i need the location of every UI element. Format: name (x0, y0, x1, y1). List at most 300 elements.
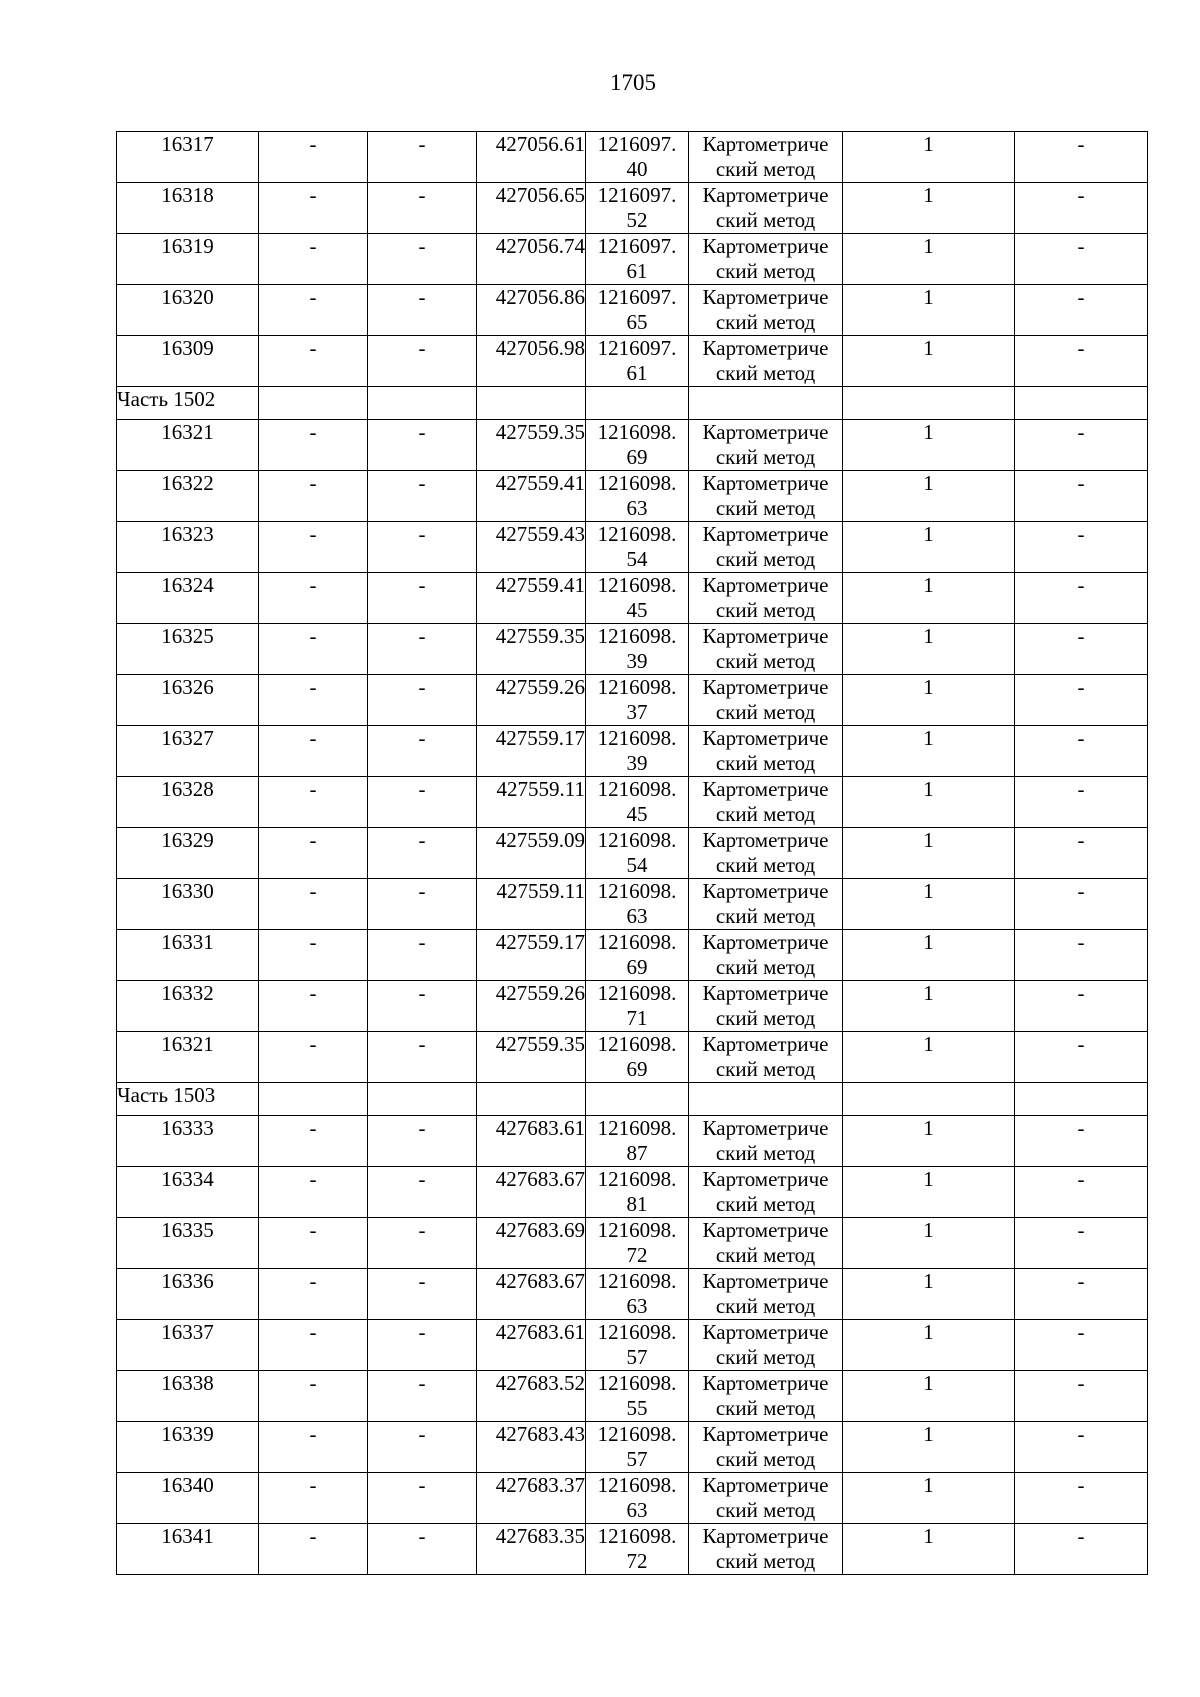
dash-cell: - (259, 1218, 368, 1269)
method-cell (689, 234, 843, 285)
method-line-2: ский метод (715, 1057, 816, 1081)
point-number-cell: 16339 (117, 1422, 259, 1473)
y-coordinate-line-2: 40 (626, 157, 648, 181)
point-number-cell: 16323 (117, 522, 259, 573)
point-number-cell: 16324 (117, 573, 259, 624)
y-coordinate-line-2: 72 (626, 1549, 648, 1573)
point-number-cell: 16329 (117, 828, 259, 879)
x-coordinate-cell: 427683.52 (477, 1371, 586, 1422)
method-line-1: Картометриче (702, 1032, 829, 1056)
empty-cell (689, 387, 843, 420)
table-row (117, 981, 1148, 1032)
method-line-2: ский метод (715, 445, 816, 469)
x-coordinate-cell: 427056.61 (477, 132, 586, 183)
accuracy-cell: 1 (843, 132, 1015, 183)
method-line-1: Картометриче (702, 132, 829, 156)
dash-cell: - (259, 183, 368, 234)
y-coordinate-line-1: 1216098. (597, 420, 677, 444)
y-coordinate-line-2: 87 (626, 1141, 648, 1165)
table-row (117, 1320, 1148, 1371)
dash-cell: - (368, 234, 477, 285)
y-coordinate-line-1: 1216097. (597, 132, 677, 156)
x-coordinate-cell: 427559.11 (477, 777, 586, 828)
y-coordinate-cell (586, 522, 689, 573)
dash-cell: - (1015, 675, 1148, 726)
x-coordinate-cell: 427683.67 (477, 1167, 586, 1218)
dash-cell: - (1015, 522, 1148, 573)
method-line-1: Картометриче (702, 828, 829, 852)
table-row (117, 828, 1148, 879)
y-coordinate-line-1: 1216098. (597, 1032, 677, 1056)
y-coordinate-line-1: 1216098. (597, 879, 677, 903)
y-coordinate-cell (586, 1371, 689, 1422)
x-coordinate-cell: 427683.37 (477, 1473, 586, 1524)
accuracy-cell: 1 (843, 285, 1015, 336)
x-coordinate-cell: 427559.17 (477, 930, 586, 981)
y-coordinate-line-1: 1216098. (597, 726, 677, 750)
method-cell (689, 1116, 843, 1167)
dash-cell: - (1015, 930, 1148, 981)
y-coordinate-line-2: 39 (626, 751, 648, 775)
method-cell (689, 1371, 843, 1422)
y-coordinate-cell (586, 420, 689, 471)
y-coordinate-line-1: 1216098. (597, 573, 677, 597)
accuracy-cell: 1 (843, 1269, 1015, 1320)
point-number-cell: 16337 (117, 1320, 259, 1371)
section-label: Часть 1502 (117, 387, 259, 420)
method-cell (689, 1524, 843, 1575)
dash-cell: - (368, 981, 477, 1032)
method-line-1: Картометриче (702, 1269, 829, 1293)
method-cell (689, 1032, 843, 1083)
dash-cell: - (1015, 285, 1148, 336)
dash-cell: - (1015, 573, 1148, 624)
dash-cell: - (368, 1116, 477, 1167)
x-coordinate-cell: 427559.17 (477, 726, 586, 777)
point-number-cell: 16334 (117, 1167, 259, 1218)
y-coordinate-cell (586, 234, 689, 285)
y-coordinate-line-1: 1216098. (597, 1218, 677, 1242)
method-line-1: Картометриче (702, 1371, 829, 1395)
method-line-2: ский метод (715, 157, 816, 181)
point-number-cell: 16318 (117, 183, 259, 234)
y-coordinate-cell (586, 726, 689, 777)
y-coordinate-line-1: 1216097. (597, 285, 677, 309)
point-number-cell: 16321 (117, 1032, 259, 1083)
table-row (117, 1371, 1148, 1422)
dash-cell: - (1015, 1422, 1148, 1473)
accuracy-cell: 1 (843, 573, 1015, 624)
dash-cell: - (368, 573, 477, 624)
method-line-2: ский метод (715, 751, 816, 775)
dash-cell: - (259, 1524, 368, 1575)
dash-cell: - (368, 777, 477, 828)
method-cell (689, 930, 843, 981)
method-line-2: ский метод (715, 904, 816, 928)
method-line-1: Картометриче (702, 1524, 829, 1548)
x-coordinate-cell: 427559.41 (477, 471, 586, 522)
accuracy-cell: 1 (843, 336, 1015, 387)
dash-cell: - (368, 183, 477, 234)
section-label: Часть 1503 (117, 1083, 259, 1116)
table-row (117, 573, 1148, 624)
dash-cell: - (368, 420, 477, 471)
dash-cell: - (1015, 828, 1148, 879)
point-number-cell: 16341 (117, 1524, 259, 1575)
method-line-2: ский метод (715, 361, 816, 385)
method-line-1: Картометриче (702, 981, 829, 1005)
y-coordinate-line-1: 1216097. (597, 336, 677, 360)
method-line-2: ский метод (715, 649, 816, 673)
y-coordinate-line-2: 54 (626, 853, 648, 877)
y-coordinate-line-2: 72 (626, 1243, 648, 1267)
y-coordinate-line-2: 45 (626, 598, 648, 622)
method-cell (689, 285, 843, 336)
y-coordinate-line-2: 69 (626, 955, 648, 979)
x-coordinate-cell: 427559.35 (477, 420, 586, 471)
y-coordinate-cell (586, 285, 689, 336)
dash-cell: - (368, 1371, 477, 1422)
method-line-1: Картометриче (702, 183, 829, 207)
dash-cell: - (259, 573, 368, 624)
point-number-cell: 16309 (117, 336, 259, 387)
y-coordinate-line-1: 1216098. (597, 1167, 677, 1191)
method-line-2: ский метод (715, 1243, 816, 1267)
empty-cell (259, 387, 368, 420)
empty-cell (477, 387, 586, 420)
table-body (117, 132, 1148, 1575)
dash-cell: - (1015, 1524, 1148, 1575)
dash-cell: - (368, 1032, 477, 1083)
method-cell (689, 336, 843, 387)
dash-cell: - (259, 336, 368, 387)
y-coordinate-cell (586, 777, 689, 828)
method-line-2: ский метод (715, 1396, 816, 1420)
table-row (117, 777, 1148, 828)
point-number-cell: 16320 (117, 285, 259, 336)
point-number-cell: 16338 (117, 1371, 259, 1422)
accuracy-cell: 1 (843, 522, 1015, 573)
method-line-1: Картометриче (702, 777, 829, 801)
x-coordinate-cell: 427683.67 (477, 1269, 586, 1320)
x-coordinate-cell: 427559.35 (477, 1032, 586, 1083)
table-row (117, 1218, 1148, 1269)
dash-cell: - (368, 879, 477, 930)
empty-cell (1015, 387, 1148, 420)
method-cell (689, 420, 843, 471)
method-cell (689, 624, 843, 675)
x-coordinate-cell: 427683.69 (477, 1218, 586, 1269)
empty-cell (368, 387, 477, 420)
y-coordinate-line-1: 1216097. (597, 183, 677, 207)
table-row (117, 1116, 1148, 1167)
dash-cell: - (1015, 1218, 1148, 1269)
table-row (117, 420, 1148, 471)
method-line-1: Картометриче (702, 1320, 829, 1344)
y-coordinate-line-2: 69 (626, 445, 648, 469)
accuracy-cell: 1 (843, 183, 1015, 234)
x-coordinate-cell: 427559.26 (477, 675, 586, 726)
method-line-1: Картометриче (702, 336, 829, 360)
y-coordinate-cell (586, 132, 689, 183)
y-coordinate-cell (586, 675, 689, 726)
dash-cell: - (259, 624, 368, 675)
y-coordinate-line-1: 1216098. (597, 522, 677, 546)
dash-cell: - (259, 1320, 368, 1371)
method-cell (689, 471, 843, 522)
y-coordinate-line-1: 1216098. (597, 471, 677, 495)
method-line-2: ский метод (715, 547, 816, 571)
accuracy-cell: 1 (843, 624, 1015, 675)
accuracy-cell: 1 (843, 1473, 1015, 1524)
dash-cell: - (368, 1524, 477, 1575)
y-coordinate-line-2: 63 (626, 1498, 648, 1522)
empty-cell (368, 1083, 477, 1116)
method-line-2: ский метод (715, 802, 816, 826)
y-coordinate-cell (586, 981, 689, 1032)
dash-cell: - (1015, 1269, 1148, 1320)
method-line-1: Картометриче (702, 1116, 829, 1140)
y-coordinate-cell (586, 1218, 689, 1269)
method-cell (689, 777, 843, 828)
table-row (117, 285, 1148, 336)
y-coordinate-line-2: 57 (626, 1447, 648, 1471)
dash-cell: - (368, 471, 477, 522)
method-cell (689, 132, 843, 183)
y-coordinate-cell (586, 1116, 689, 1167)
method-line-2: ский метод (715, 310, 816, 334)
method-cell (689, 1422, 843, 1473)
y-coordinate-line-1: 1216098. (597, 1320, 677, 1344)
x-coordinate-cell: 427559.11 (477, 879, 586, 930)
dash-cell: - (1015, 1320, 1148, 1371)
x-coordinate-cell: 427056.74 (477, 234, 586, 285)
dash-cell: - (368, 1269, 477, 1320)
y-coordinate-line-2: 37 (626, 700, 648, 724)
method-cell (689, 573, 843, 624)
accuracy-cell: 1 (843, 726, 1015, 777)
point-number-cell: 16332 (117, 981, 259, 1032)
table-row (117, 624, 1148, 675)
dash-cell: - (1015, 336, 1148, 387)
point-number-cell: 16331 (117, 930, 259, 981)
dash-cell: - (368, 624, 477, 675)
table-row (117, 1422, 1148, 1473)
method-cell (689, 1218, 843, 1269)
y-coordinate-line-2: 45 (626, 802, 648, 826)
y-coordinate-line-2: 71 (626, 1006, 648, 1030)
y-coordinate-cell (586, 471, 689, 522)
y-coordinate-line-2: 39 (626, 649, 648, 673)
table-row (117, 183, 1148, 234)
method-line-2: ский метод (715, 1141, 816, 1165)
y-coordinate-line-2: 69 (626, 1057, 648, 1081)
method-line-1: Картометриче (702, 1473, 829, 1497)
dash-cell: - (259, 1371, 368, 1422)
x-coordinate-cell: 427683.35 (477, 1524, 586, 1575)
method-line-1: Картометриче (702, 930, 829, 954)
y-coordinate-line-2: 61 (626, 259, 648, 283)
table-row (117, 1032, 1148, 1083)
dash-cell: - (259, 777, 368, 828)
method-cell (689, 183, 843, 234)
table-row (117, 726, 1148, 777)
empty-cell (843, 387, 1015, 420)
y-coordinate-line-1: 1216098. (597, 981, 677, 1005)
empty-cell (586, 1083, 689, 1116)
method-line-1: Картометриче (702, 522, 829, 546)
coordinates-table (116, 131, 1148, 1575)
empty-cell (477, 1083, 586, 1116)
x-coordinate-cell: 427559.43 (477, 522, 586, 573)
y-coordinate-cell (586, 573, 689, 624)
page-number: 1705 (610, 70, 656, 95)
dash-cell: - (368, 675, 477, 726)
y-coordinate-line-2: 54 (626, 547, 648, 571)
x-coordinate-cell: 427559.41 (477, 573, 586, 624)
method-cell (689, 1167, 843, 1218)
method-line-2: ский метод (715, 259, 816, 283)
method-cell (689, 828, 843, 879)
method-cell (689, 981, 843, 1032)
dash-cell: - (1015, 234, 1148, 285)
dash-cell: - (368, 132, 477, 183)
y-coordinate-cell (586, 336, 689, 387)
method-line-2: ский метод (715, 700, 816, 724)
dash-cell: - (1015, 420, 1148, 471)
point-number-cell: 16328 (117, 777, 259, 828)
point-number-cell: 16340 (117, 1473, 259, 1524)
dash-cell: - (1015, 1167, 1148, 1218)
point-number-cell: 16322 (117, 471, 259, 522)
y-coordinate-line-2: 63 (626, 904, 648, 928)
dash-cell: - (1015, 1473, 1148, 1524)
y-coordinate-cell (586, 1320, 689, 1371)
dash-cell: - (1015, 726, 1148, 777)
x-coordinate-cell: 427683.61 (477, 1320, 586, 1371)
dash-cell: - (259, 1422, 368, 1473)
y-coordinate-cell (586, 828, 689, 879)
dash-cell: - (368, 930, 477, 981)
table-row (117, 336, 1148, 387)
table-row (117, 522, 1148, 573)
dash-cell: - (1015, 1032, 1148, 1083)
empty-cell (843, 1083, 1015, 1116)
point-number-cell: 16330 (117, 879, 259, 930)
accuracy-cell: 1 (843, 1524, 1015, 1575)
accuracy-cell: 1 (843, 1422, 1015, 1473)
dash-cell: - (259, 828, 368, 879)
accuracy-cell: 1 (843, 675, 1015, 726)
method-cell (689, 675, 843, 726)
y-coordinate-line-2: 55 (626, 1396, 648, 1420)
method-line-1: Картометриче (702, 285, 829, 309)
method-cell (689, 879, 843, 930)
x-coordinate-cell: 427056.86 (477, 285, 586, 336)
accuracy-cell: 1 (843, 234, 1015, 285)
dash-cell: - (368, 726, 477, 777)
y-coordinate-cell (586, 879, 689, 930)
section-header-row (117, 1083, 1148, 1116)
y-coordinate-line-1: 1216097. (597, 234, 677, 258)
y-coordinate-line-1: 1216098. (597, 930, 677, 954)
accuracy-cell: 1 (843, 981, 1015, 1032)
method-line-2: ский метод (715, 1549, 816, 1573)
x-coordinate-cell: 427056.65 (477, 183, 586, 234)
table-row (117, 471, 1148, 522)
method-line-1: Картометриче (702, 420, 829, 444)
point-number-cell: 16335 (117, 1218, 259, 1269)
accuracy-cell: 1 (843, 471, 1015, 522)
method-line-1: Картометриче (702, 675, 829, 699)
point-number-cell: 16325 (117, 624, 259, 675)
dash-cell: - (259, 675, 368, 726)
y-coordinate-cell (586, 1524, 689, 1575)
method-cell (689, 1473, 843, 1524)
empty-cell (689, 1083, 843, 1116)
dash-cell: - (259, 1269, 368, 1320)
dash-cell: - (259, 420, 368, 471)
y-coordinate-line-2: 63 (626, 496, 648, 520)
dash-cell: - (368, 1167, 477, 1218)
method-line-1: Картометриче (702, 726, 829, 750)
x-coordinate-cell: 427056.98 (477, 336, 586, 387)
method-line-2: ский метод (715, 1192, 816, 1216)
y-coordinate-line-1: 1216098. (597, 1371, 677, 1395)
dash-cell: - (259, 471, 368, 522)
dash-cell: - (1015, 1116, 1148, 1167)
y-coordinate-line-2: 81 (626, 1192, 648, 1216)
empty-cell (1015, 1083, 1148, 1116)
dash-cell: - (1015, 471, 1148, 522)
y-coordinate-line-2: 61 (626, 361, 648, 385)
table-row (117, 234, 1148, 285)
dash-cell: - (368, 336, 477, 387)
point-number-cell: 16336 (117, 1269, 259, 1320)
point-number-cell: 16333 (117, 1116, 259, 1167)
table-row (117, 1269, 1148, 1320)
y-coordinate-cell (586, 1473, 689, 1524)
dash-cell: - (259, 879, 368, 930)
method-cell (689, 522, 843, 573)
method-line-1: Картометриче (702, 624, 829, 648)
accuracy-cell: 1 (843, 777, 1015, 828)
point-number-cell: 16321 (117, 420, 259, 471)
y-coordinate-cell (586, 1032, 689, 1083)
table-row (117, 1524, 1148, 1575)
dash-cell: - (368, 285, 477, 336)
point-number-cell: 16327 (117, 726, 259, 777)
table-row (117, 675, 1148, 726)
method-line-2: ский метод (715, 208, 816, 232)
table-row (117, 879, 1148, 930)
dash-cell: - (1015, 879, 1148, 930)
method-line-2: ский метод (715, 1447, 816, 1471)
accuracy-cell: 1 (843, 1116, 1015, 1167)
y-coordinate-line-1: 1216098. (597, 1473, 677, 1497)
method-line-1: Картометриче (702, 879, 829, 903)
method-line-2: ский метод (715, 1345, 816, 1369)
accuracy-cell: 1 (843, 420, 1015, 471)
dash-cell: - (259, 1473, 368, 1524)
point-number-cell: 16317 (117, 132, 259, 183)
method-line-2: ский метод (715, 598, 816, 622)
method-line-1: Картометриче (702, 471, 829, 495)
dash-cell: - (1015, 132, 1148, 183)
accuracy-cell: 1 (843, 828, 1015, 879)
accuracy-cell: 1 (843, 1167, 1015, 1218)
dash-cell: - (368, 522, 477, 573)
